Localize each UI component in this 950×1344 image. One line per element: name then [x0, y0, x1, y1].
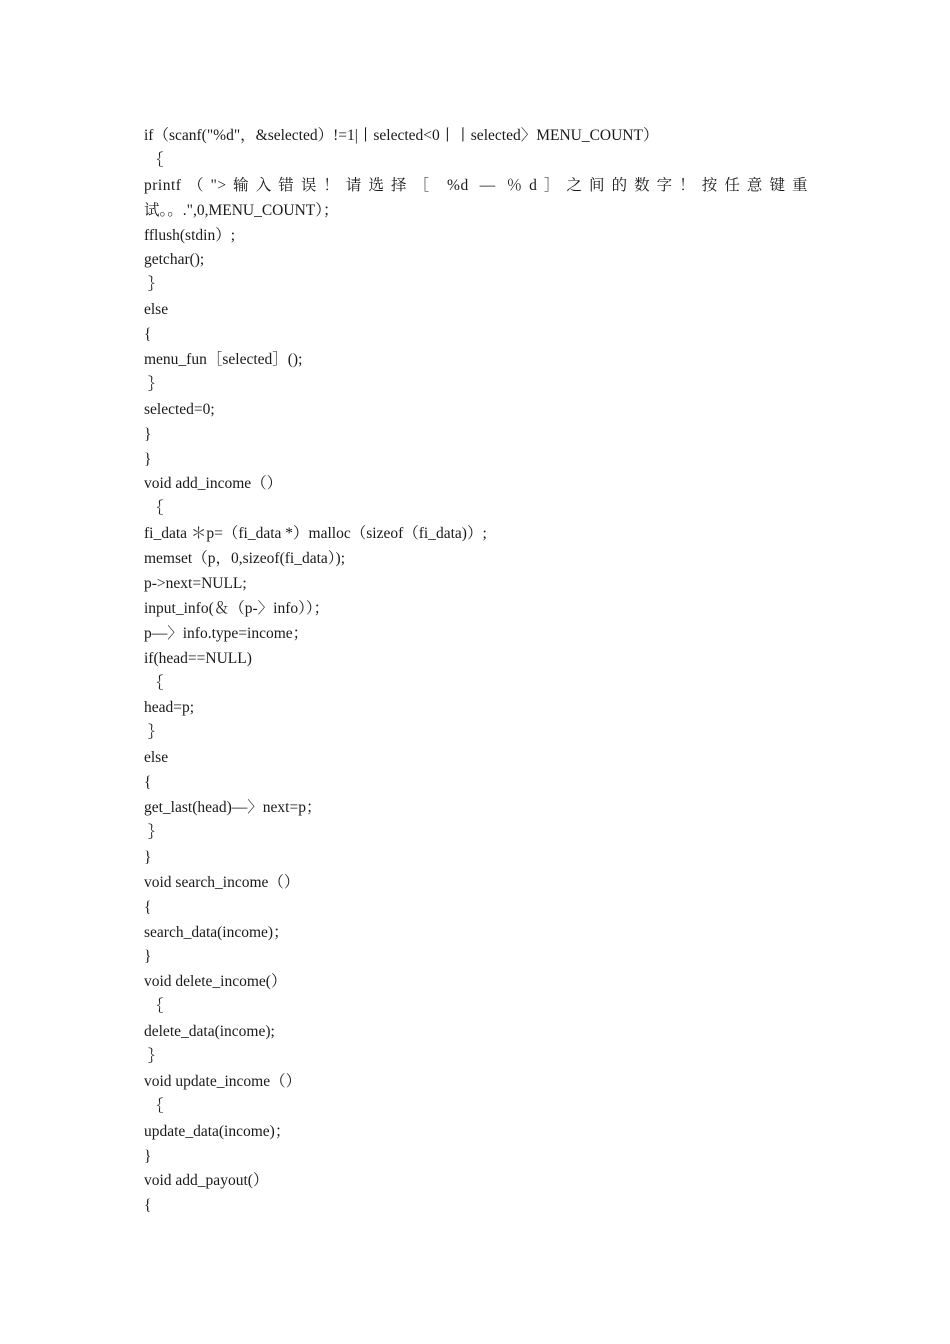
code-line: void search_income（） — [144, 873, 300, 891]
code-line: printf（">输入错误！请选择［ %d — ％d］之间的数字！按任意键重 — [144, 176, 808, 194]
code-line: { — [144, 326, 152, 344]
code-line: ｛ — [144, 998, 164, 1016]
code-line: } — [144, 848, 152, 866]
code-line: p->next=NULL; — [144, 575, 247, 593]
code-line: if(head==NULL) — [144, 649, 252, 667]
code-line: fflush(stdin）; — [144, 226, 235, 244]
code-line: void delete_income(） — [144, 973, 287, 991]
code-line: void add_payout(） — [144, 1172, 269, 1190]
code-line: ｛ — [144, 151, 164, 169]
code-line: getchar(); — [144, 251, 205, 269]
code-line: selected=0; — [144, 400, 215, 418]
code-line: } — [144, 425, 152, 443]
code-line: else — [144, 301, 169, 319]
code-line: p—〉info.type=income； — [144, 624, 309, 642]
code-line: if（scanf("%d"，&selected）!=1|丨selected<0丨丨selected〉MENU_COUNT） — [144, 127, 659, 144]
code-line: delete_data(income); — [144, 1023, 275, 1041]
code-line: ｝ — [144, 276, 164, 294]
code-line: search_data(income)； — [144, 923, 289, 941]
code-line: ｝ — [144, 375, 164, 393]
code-line: } — [144, 948, 152, 966]
code-line: void add_income（） — [144, 475, 283, 493]
code-line: memset（p，0,sizeof(fi_data）); — [144, 550, 346, 568]
code-line: fi_data ＊p=（fi_data *）malloc（sizeof（fi_data)）; — [144, 525, 487, 543]
code-line: ｝ — [144, 1047, 164, 1065]
code-line: 试。。.",0,MENU_COUNT）； — [144, 201, 339, 219]
code-line: else — [144, 749, 169, 767]
code-line: ｛ — [144, 674, 164, 692]
code-line: ｝ — [144, 823, 164, 841]
code-line: get_last(head)—〉next=p； — [144, 799, 322, 817]
code-line: menu_fun［selected］(); — [144, 351, 303, 369]
code-line: void update_income（） — [144, 1072, 302, 1090]
code-line: { — [144, 1197, 152, 1215]
code-line: head=p; — [144, 699, 195, 717]
code-listing — [144, 124, 808, 1219]
code-line: ｝ — [144, 724, 164, 742]
code-line: input_info(＆（p-〉info））； — [144, 599, 330, 617]
code-line: update_data(income)； — [144, 1122, 291, 1140]
code-line: { — [144, 774, 152, 792]
code-line: { — [144, 898, 152, 916]
code-line: } — [144, 450, 152, 468]
code-line: ｛ — [144, 1097, 164, 1115]
code-line: } — [144, 1147, 152, 1165]
code-line: ｛ — [144, 500, 164, 518]
